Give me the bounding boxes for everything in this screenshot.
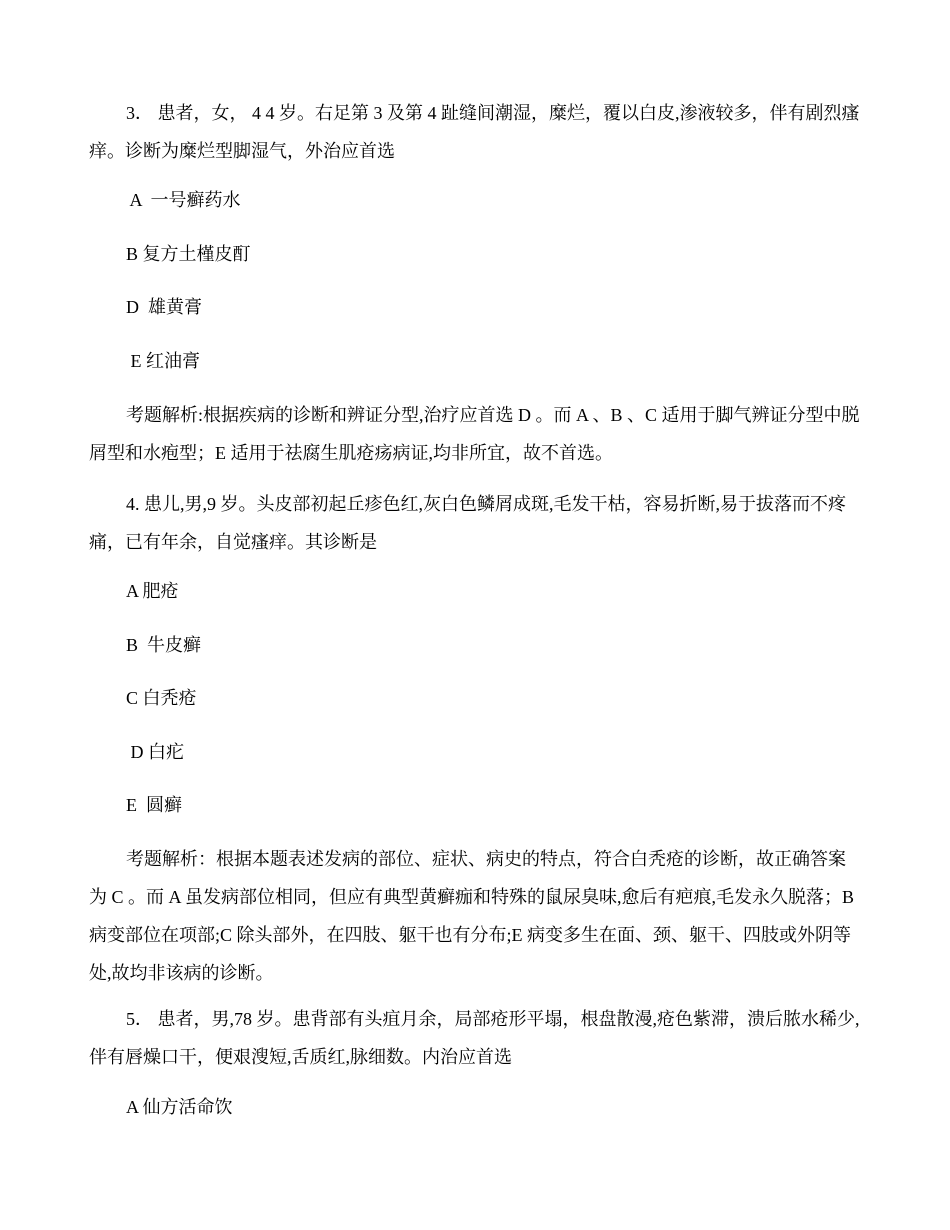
question-4-option-d: D 白疕 bbox=[126, 742, 184, 762]
question-3-analysis: 考题解析:根据疾病的诊断和辨证分型,治疗应首选 D 。而 A 、B 、C 适用于脚气辨证分型中脱屑型和水疱型；E 适用于祛腐生肌疮疡病证,均非所宜，故不首选。 bbox=[89, 405, 860, 463]
question-3-option-e: E 红油膏 bbox=[126, 351, 200, 371]
question-3-option-b: B 复方土槿皮酊 bbox=[126, 244, 251, 264]
question-4-option-e: E 圆癣 bbox=[126, 795, 182, 815]
question-4-option-a: A 肥疮 bbox=[126, 581, 179, 601]
question-3-stem: 3． 患者，女， 4 4 岁。右足第 3 及第 4 趾缝间潮湿，糜烂，覆以白皮,渗液较多，伴有剧烈瘙痒。诊断为糜烂型脚湿气，外治应首选 bbox=[89, 103, 860, 161]
question-3-option-a: A 一号癣药水 bbox=[126, 190, 241, 210]
question-5-stem: 5． 患者，男,78 岁。患背部有头疽月余，局部疮形平塌，根盘散漫,疮色紫滞，溃后脓水稀少,伴有唇燥口干，便艰溲短,舌质红,脉细数。内治应首选 bbox=[89, 1009, 860, 1067]
question-4-stem: 4. 患儿,男,9 岁。头皮部初起丘疹色红,灰白色鳞屑成斑,毛发干枯，容易折断,易于拔落而不疼痛，已有年余，自觉瘙痒。其诊断是 bbox=[89, 494, 846, 552]
question-4-analysis: 考题解析：根据本题表述发病的部位、症状、病史的特点，符合白秃疮的诊断，故正确答案为 C 。而 A 虽发病部位相同，但应有典型黄癣痂和特殊的鼠尿臭味,愈后有疤痕,毛发永久脱落；B 病变部位在项部;C 除头部外，在四肢、躯干也有分布;E 病变多生在面、颈、躯干、四肢或外阴等处,故均非该病的诊断。 bbox=[89, 849, 855, 983]
question-4-option-b: B 牛皮癣 bbox=[126, 635, 202, 655]
question-5-option-a: A 仙方活命饮 bbox=[126, 1097, 233, 1117]
question-3-option-d: D 雄黄膏 bbox=[126, 297, 202, 317]
question-4-option-c: C 白秃疮 bbox=[126, 688, 197, 708]
